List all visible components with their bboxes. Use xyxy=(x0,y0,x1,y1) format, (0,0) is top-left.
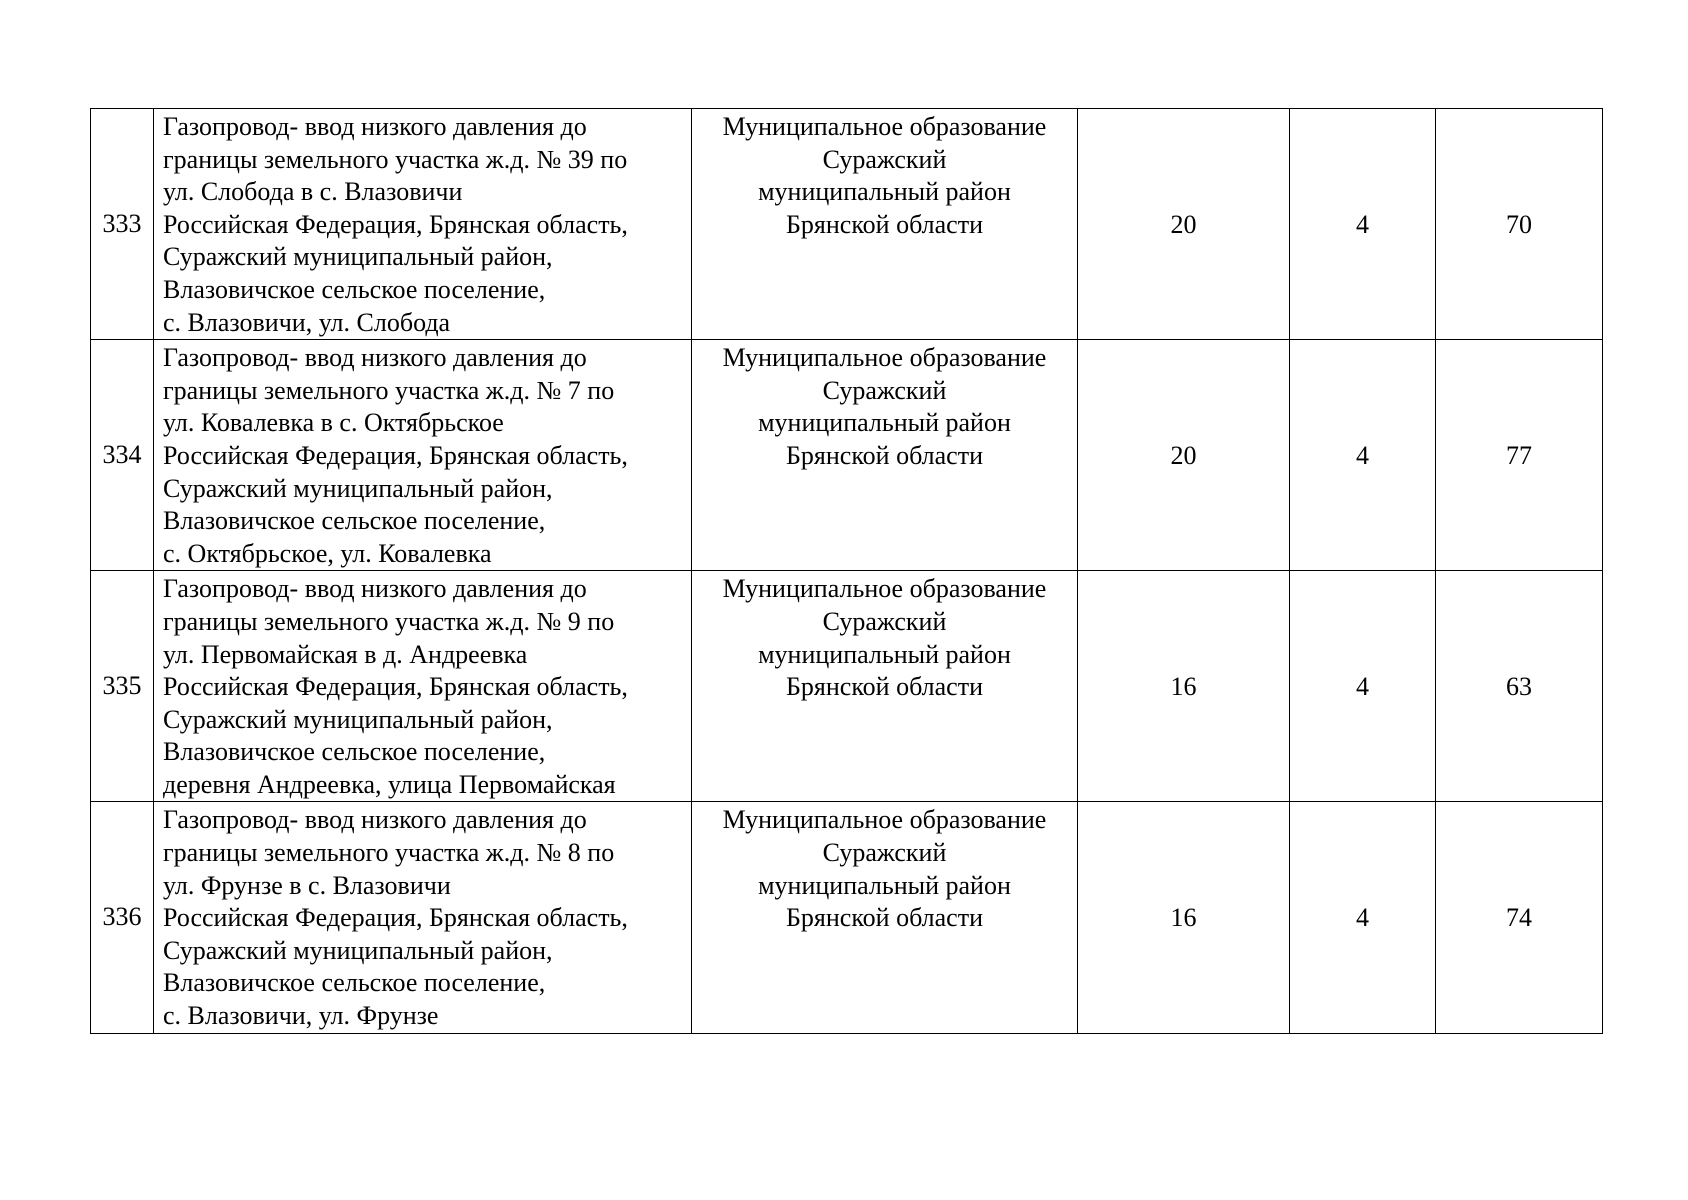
object-name-line: границы земельного участка ж.д. № 7 по xyxy=(163,375,615,405)
registry-table xyxy=(90,108,1603,1034)
object-name-line: Суражский муниципальный район, xyxy=(163,473,553,503)
owner-line: Муниципальное образование xyxy=(722,574,1047,604)
object-name-line: Российская Федерация, Брянская область, xyxy=(163,440,628,470)
object-name-line: Газопровод- ввод низкого давления до xyxy=(163,805,587,835)
value-cell-2: 4 xyxy=(1290,109,1436,340)
object-name-line: Суражский муниципальный район, xyxy=(163,935,553,965)
value-cell-2: 4 xyxy=(1290,802,1436,1033)
table-row xyxy=(91,109,1603,340)
object-name-line: с. Влазовичи, ул. Слобода xyxy=(163,307,451,337)
object-name-line: Влазовичское сельское поселение, xyxy=(163,737,546,767)
value-cell-3: 70 xyxy=(1436,109,1603,340)
owner-cell xyxy=(692,109,1078,340)
object-name-line: Газопровод- ввод низкого давления до xyxy=(163,574,587,604)
object-name-line: с. Влазовичи, ул. Фрунзе xyxy=(163,1001,439,1031)
owner-line: муниципальный район xyxy=(758,408,1011,438)
owner-line: Муниципальное образование xyxy=(722,805,1047,835)
object-name-line: ул. Фрунзе в с. Влазовичи xyxy=(163,870,451,900)
owner-line: Муниципальное образование xyxy=(722,343,1047,373)
value-cell-3: 63 xyxy=(1436,571,1603,802)
owner-line: Брянской области xyxy=(786,672,983,702)
object-name-line: границы земельного участка ж.д. № 8 по xyxy=(163,838,615,868)
object-name-line: деревня Андреевка, улица Первомайская xyxy=(163,769,616,799)
owner-line: Суражский xyxy=(822,838,947,868)
object-name-cell xyxy=(154,802,692,1033)
object-name-line: Влазовичское сельское поселение, xyxy=(163,968,546,998)
object-name-line: ул. Первомайская в д. Андреевка xyxy=(163,639,528,669)
object-name-line: ул. Слобода в с. Влазовичи xyxy=(163,177,463,207)
value-cell-2: 4 xyxy=(1290,340,1436,571)
object-name-line: Суражский муниципальный район, xyxy=(163,704,553,734)
object-name-cell xyxy=(154,340,692,571)
object-name-line: Газопровод- ввод низкого давления до xyxy=(163,343,587,373)
value-cell-1: 16 xyxy=(1078,571,1290,802)
owner-cell xyxy=(692,340,1078,571)
owner-line: муниципальный район xyxy=(758,177,1011,207)
owner-line: Суражский xyxy=(822,144,947,174)
owner-line: муниципальный район xyxy=(758,639,1011,669)
owner-line: Суражский xyxy=(822,606,947,636)
owner-cell xyxy=(692,802,1078,1033)
row-number: 335 xyxy=(91,571,154,802)
row-number: 334 xyxy=(91,340,154,571)
object-name-line: Влазовичское сельское поселение, xyxy=(163,506,546,536)
object-name-cell xyxy=(154,109,692,340)
object-name-line: с. Октябрьское, ул. Ковалевка xyxy=(163,538,492,568)
object-name-line: ул. Ковалевка в с. Октябрьское xyxy=(163,408,504,438)
object-name-line: Российская Федерация, Брянская область, xyxy=(163,672,628,702)
value-cell-1: 16 xyxy=(1078,802,1290,1033)
object-name-line: границы земельного участка ж.д. № 9 по xyxy=(163,606,615,636)
owner-cell xyxy=(692,571,1078,802)
object-name-line: Российская Федерация, Брянская область, xyxy=(163,903,628,933)
object-name-line: Российская Федерация, Брянская область, xyxy=(163,209,628,239)
owner-line: Брянской области xyxy=(786,209,983,239)
owner-line: Брянской области xyxy=(786,440,983,470)
owner-line: Брянской области xyxy=(786,903,983,933)
object-name-cell xyxy=(154,571,692,802)
row-number: 336 xyxy=(91,802,154,1033)
object-name-line: Суражский муниципальный район, xyxy=(163,242,553,272)
value-cell-3: 74 xyxy=(1436,802,1603,1033)
table-row xyxy=(91,571,1603,802)
table-row xyxy=(91,340,1603,571)
object-name-line: границы земельного участка ж.д. № 39 по xyxy=(163,144,628,174)
owner-line: муниципальный район xyxy=(758,870,1011,900)
row-number: 333 xyxy=(91,109,154,340)
value-cell-3: 77 xyxy=(1436,340,1603,571)
owner-line: Муниципальное образование xyxy=(722,112,1047,141)
value-cell-1: 20 xyxy=(1078,340,1290,571)
value-cell-2: 4 xyxy=(1290,571,1436,802)
owner-line: Суражский xyxy=(822,375,947,405)
table-row xyxy=(91,802,1603,1033)
value-cell-1: 20 xyxy=(1078,109,1290,340)
object-name-line: Влазовичское сельское поселение, xyxy=(163,274,546,304)
object-name-line: Газопровод- ввод низкого давления до xyxy=(163,112,587,141)
